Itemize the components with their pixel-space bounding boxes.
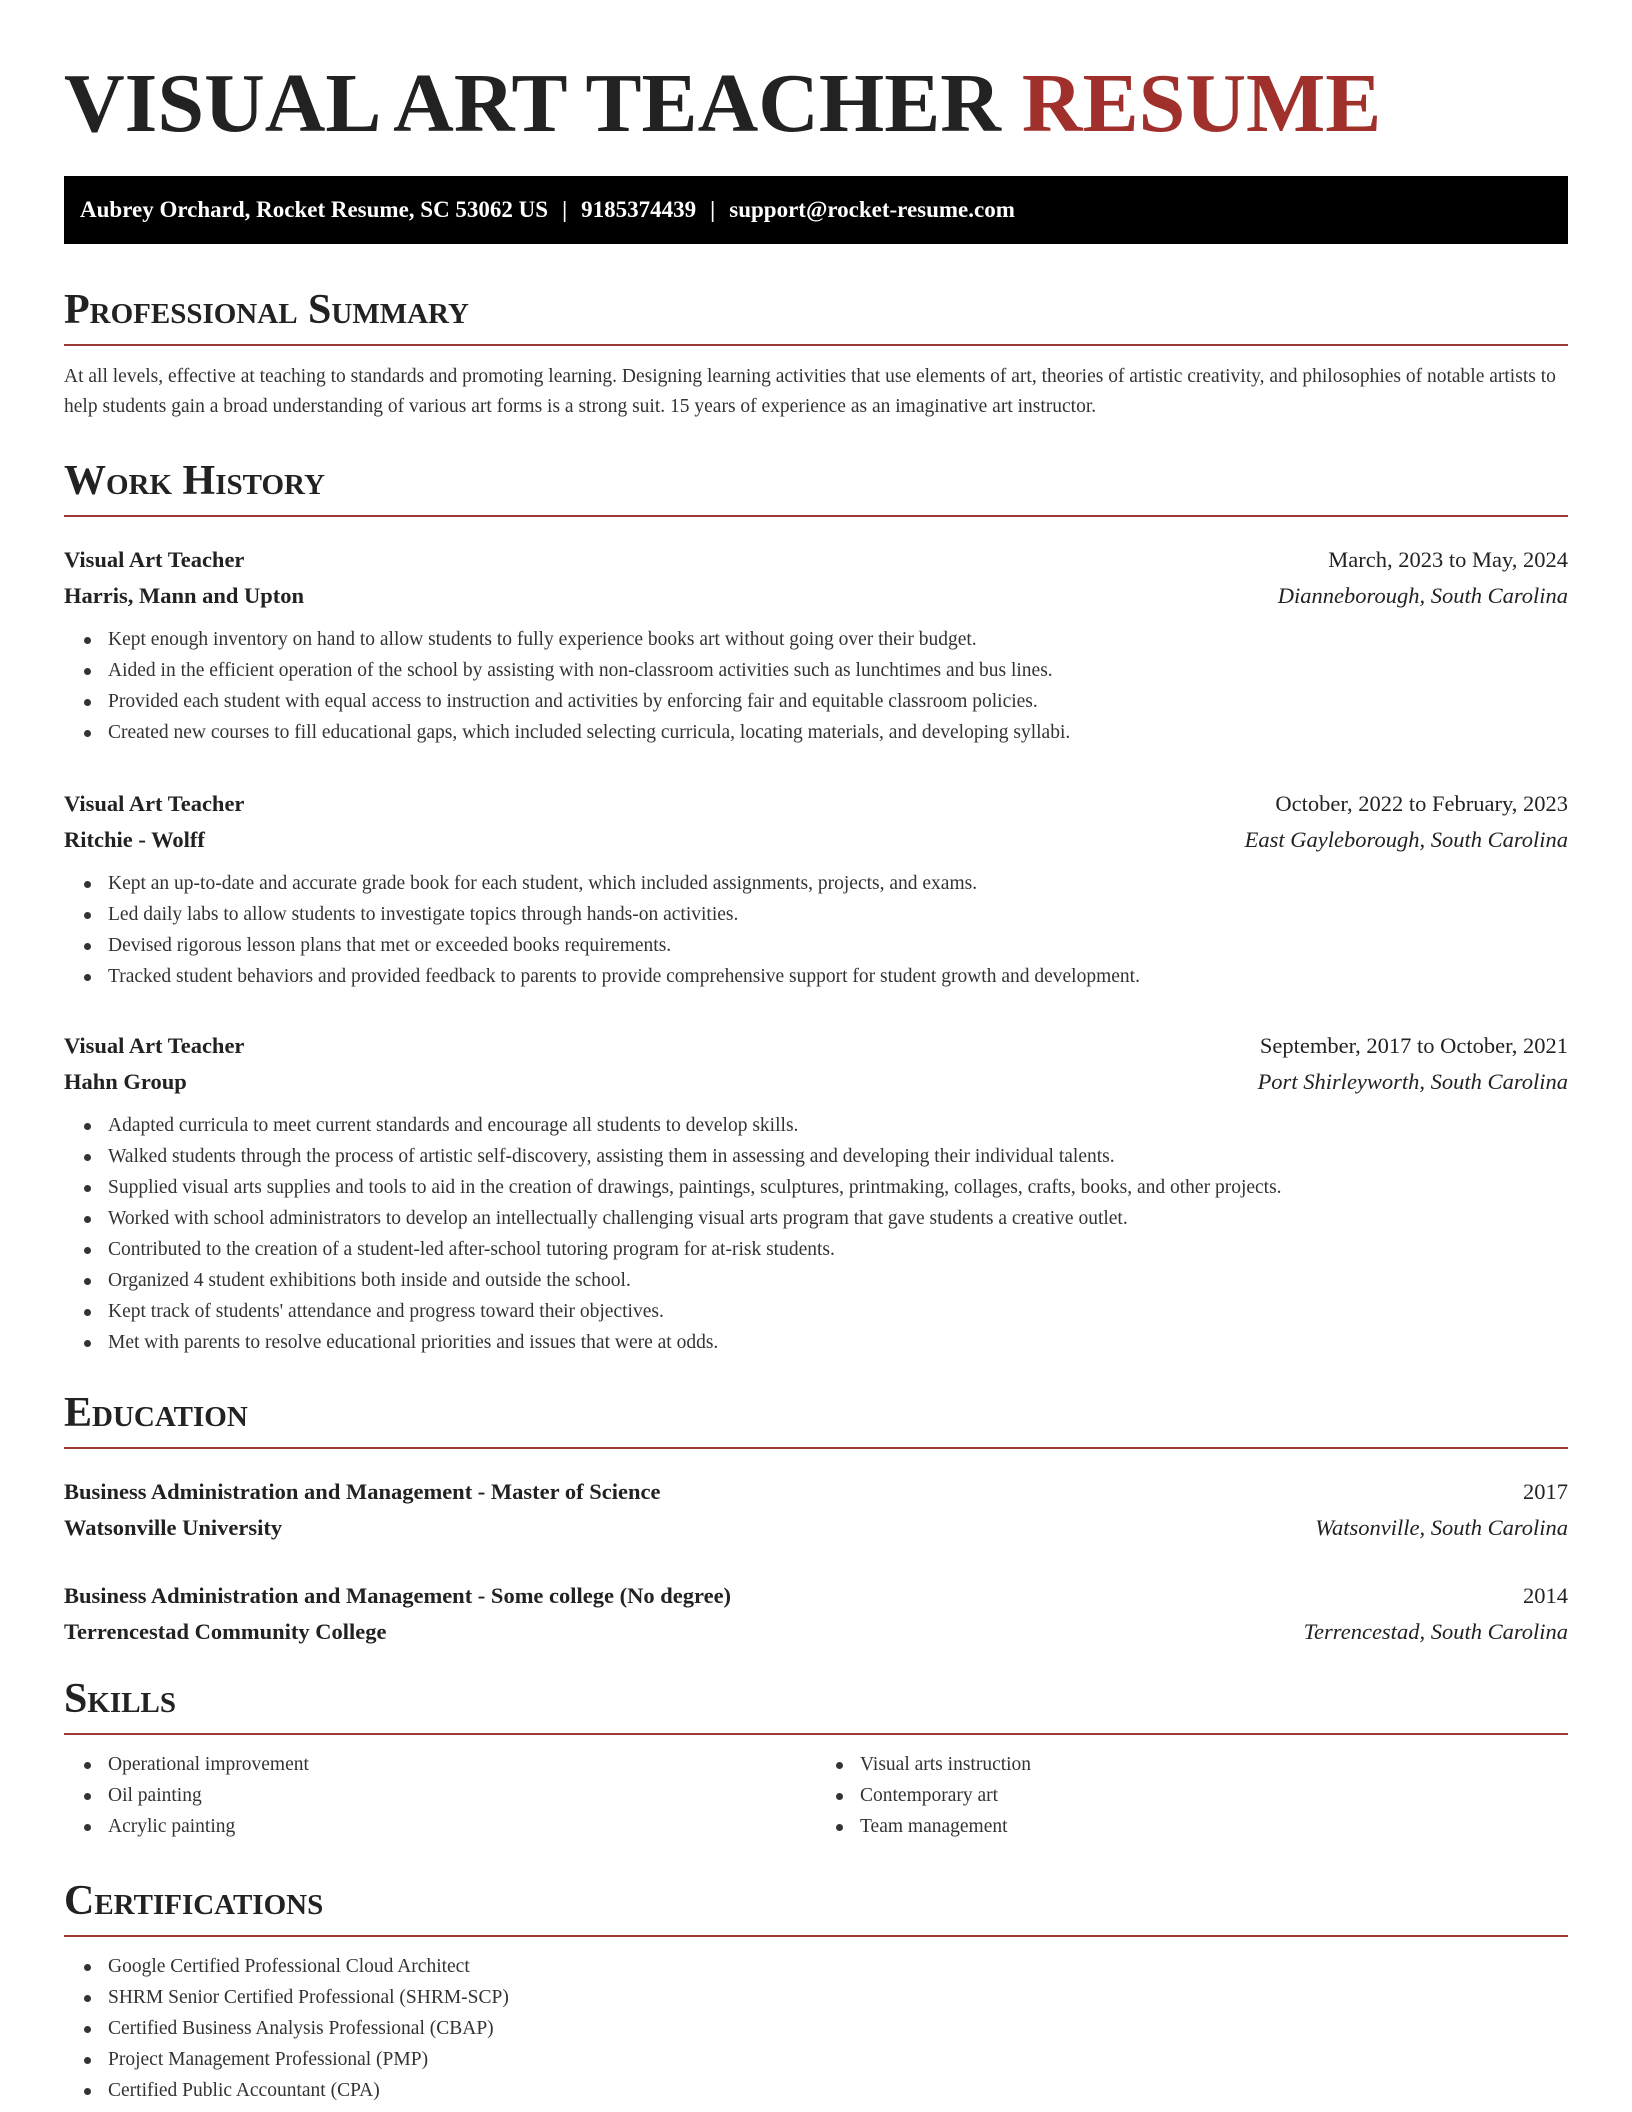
certifications-list: [64, 1951, 1568, 2106]
education-section: [64, 1387, 1568, 1449]
list-item: Adapted curricula to meet current standards and encourage all students to develop skills.: [108, 1110, 1568, 1141]
school-location: Watsonville, South Carolina: [1315, 1515, 1568, 1540]
job-entry: [64, 542, 1568, 748]
job-location: Dianneborough, South Carolina: [1277, 583, 1568, 608]
section-heading: Skills: [64, 1676, 177, 1722]
resume-title: [64, 54, 1381, 154]
list-item: Kept track of students' attendance and progress toward their objectives.: [108, 1296, 1568, 1327]
job-entry: [64, 786, 1568, 992]
skill-item: Operational improvement: [108, 1749, 816, 1780]
job-title: Visual Art Teacher: [64, 547, 245, 572]
job-dates: March, 2023 to May, 2024: [1328, 547, 1568, 572]
job-dates: September, 2017 to October, 2021: [1259, 1033, 1568, 1058]
contact-bar: [64, 176, 1568, 244]
skill-item: Team management: [860, 1811, 1568, 1842]
list-item: Tracked student behaviors and provided feedback to parents to provide comprehensive support for student growth and development.: [108, 961, 1568, 992]
degree-name: Business Administration and Management - Master of Science: [64, 1479, 661, 1504]
certification-item: SHRM Senior Certified Professional (SHRM-SCP): [108, 1982, 1568, 2013]
job-bullets: [64, 868, 1568, 992]
skill-item: Acrylic painting: [108, 1811, 816, 1842]
list-item: Aided in the efficient operation of the school by assisting with non-classroom activities such as lunchtimes and bus lines.: [108, 655, 1568, 686]
graduation-year: 2017: [1523, 1479, 1568, 1504]
job-location: Port Shirleyworth, South Carolina: [1257, 1069, 1568, 1094]
section-divider: [64, 1733, 1568, 1735]
list-item: Supplied visual arts supplies and tools to aid in the creation of drawings, paintings, sculptures, printmaking, collages, crafts, books, and other projects.: [108, 1172, 1568, 1203]
work-history-section: [64, 455, 1568, 517]
school-name: Watsonville University: [64, 1515, 283, 1540]
skill-item: Oil painting: [108, 1780, 816, 1811]
school-name: Terrencestad Community College: [64, 1619, 387, 1644]
job-location: East Gayleborough, South Carolina: [1244, 827, 1568, 852]
certification-item: Project Management Professional (PMP): [108, 2044, 1568, 2075]
section-divider: [64, 344, 1568, 346]
list-item: Organized 4 student exhibitions both inside and outside the school.: [108, 1265, 1568, 1296]
title-accent: RESUME: [1021, 57, 1382, 150]
summary-text: At all levels, effective at teaching to standards and promoting learning. Designing learning activities that use elements of art, theories of artistic creativity, and philosophies of notable artists to help students gain a broad understanding of various art forms is a strong suit. 15 years of experience as an imaginative art instructor.: [64, 366, 1556, 417]
section-heading: Professional Summary: [64, 287, 469, 333]
job-company: Hahn Group: [64, 1069, 187, 1094]
section-heading: Certifications: [64, 1878, 324, 1924]
certification-item: Google Certified Professional Cloud Architect: [108, 1951, 1568, 1982]
graduation-year: 2014: [1523, 1583, 1568, 1608]
certification-item: Certified Public Accountant (CPA): [108, 2075, 1568, 2106]
section-divider: [64, 515, 1568, 517]
section-heading: Work History: [64, 458, 325, 504]
summary-section: [64, 284, 1568, 422]
job-entry: [64, 1028, 1568, 1358]
section-heading: Education: [64, 1390, 248, 1436]
certification-item: Certified Business Analysis Professional (CBAP): [108, 2013, 1568, 2044]
job-title: Visual Art Teacher: [64, 791, 245, 816]
certifications-section: [64, 1875, 1568, 2106]
education-entry: [64, 1578, 1568, 1650]
skills-list-left: [64, 1749, 816, 1842]
list-item: Contributed to the creation of a student-led after-school tutoring program for at-risk students.: [108, 1234, 1568, 1265]
contact-email[interactable]: support@rocket-resume.com: [729, 197, 1015, 222]
section-divider: [64, 1447, 1568, 1449]
list-item: Led daily labs to allow students to investigate topics through hands-on activities.: [108, 899, 1568, 930]
job-title: Visual Art Teacher: [64, 1033, 245, 1058]
list-item: Created new courses to fill educational gaps, which included selecting curricula, locating materials, and developing syllabi.: [108, 717, 1568, 748]
job-bullets: [64, 1110, 1568, 1358]
contact-separator: |: [710, 197, 716, 222]
job-dates: October, 2022 to February, 2023: [1275, 791, 1568, 816]
skill-item: Visual arts instruction: [860, 1749, 1568, 1780]
skill-item: Contemporary art: [860, 1780, 1568, 1811]
skills-columns: [64, 1749, 1568, 1842]
education-entry: [64, 1474, 1568, 1546]
skills-section: [64, 1673, 1568, 1842]
degree-name: Business Administration and Management - Some college (No degree): [64, 1583, 732, 1608]
title-main: VISUAL ART TEACHER: [64, 57, 1001, 150]
job-company: Ritchie - Wolff: [64, 827, 205, 852]
contact-phone[interactable]: 9185374439: [581, 197, 697, 222]
job-company: Harris, Mann and Upton: [64, 583, 305, 608]
contact-separator: |: [562, 197, 568, 222]
list-item: Worked with school administrators to develop an intellectually challenging visual arts program that gave students a creative outlet.: [108, 1203, 1568, 1234]
school-location: Terrencestad, South Carolina: [1303, 1619, 1568, 1644]
skills-list-right: [816, 1749, 1568, 1842]
section-divider: [64, 1935, 1568, 1937]
job-bullets: [64, 624, 1568, 748]
list-item: Walked students through the process of artistic self-discovery, assisting them in assessing and developing their individual talents.: [108, 1141, 1568, 1172]
list-item: Met with parents to resolve educational priorities and issues that were at odds.: [108, 1327, 1568, 1358]
list-item: Devised rigorous lesson plans that met or exceeded books requirements.: [108, 930, 1568, 961]
list-item: Provided each student with equal access to instruction and activities by enforcing fair and equitable classroom policies.: [108, 686, 1568, 717]
list-item: Kept enough inventory on hand to allow students to fully experience books art without going over their budget.: [108, 624, 1568, 655]
contact-address: Aubrey Orchard, Rocket Resume, SC 53062 US: [80, 197, 549, 222]
list-item: Kept an up-to-date and accurate grade book for each student, which included assignments, projects, and exams.: [108, 868, 1568, 899]
